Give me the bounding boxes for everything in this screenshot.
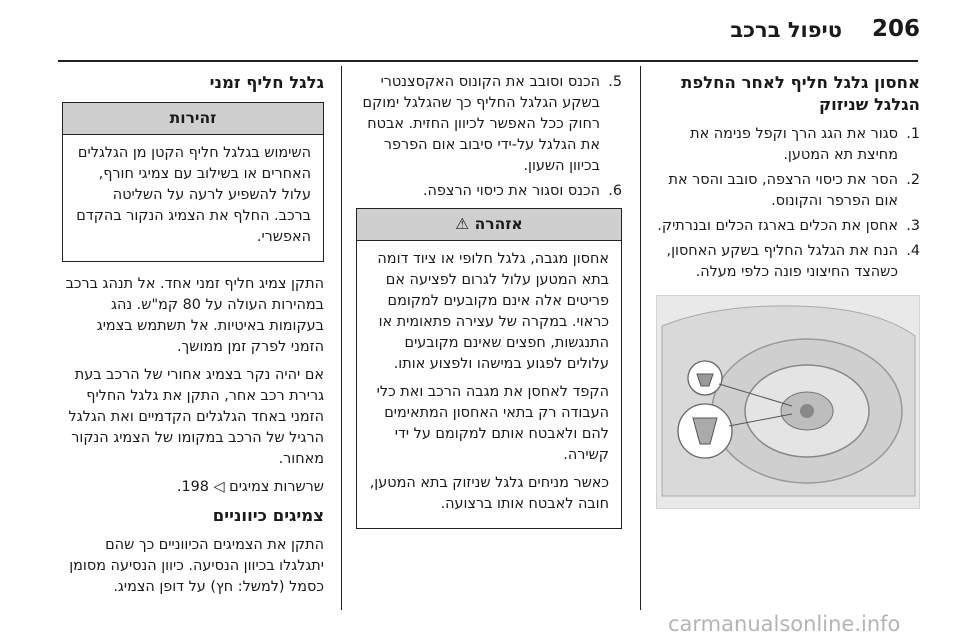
column-divider-right (640, 66, 641, 610)
warning-header (357, 209, 621, 241)
left-column (62, 72, 324, 605)
warning-triangle-icon: ⚠ (455, 215, 470, 233)
step-number: 1. (906, 126, 920, 142)
step-number: 5. (608, 74, 622, 90)
warning-title: אזהרה (474, 215, 523, 233)
step-item (656, 170, 920, 212)
column-divider-left (341, 66, 342, 610)
step-item (656, 216, 920, 237)
cross-reference: שרשרות צמיגים ◁ 198. (176, 479, 324, 495)
step-item (656, 241, 920, 283)
page-number: 206 (871, 16, 920, 42)
caution-body (63, 135, 323, 261)
step-text: אחסן את הכלים בארגז הכלים ובנרתיק. (657, 218, 898, 234)
body-paragraph: התקן צמיג חליף זמני אחד. אל תנהג ברכב במהירות העולה על 80 קמ"ש. נהג בעקומות באיטיות. אל תשתמש בצמיג הזמני לפרק זמן ממושך. (65, 276, 324, 355)
step-text: הכנס וסגור את כיסוי הרצפה. (422, 183, 600, 199)
warning-paragraph: אחסון מגבה, גלגל חלופי או ציוד דומה בתא המטען עלול לגרום לפציעה אם פריטים אלה אינם מקובעים למקומם כראוי. במקרה של עצירה פתאומית או התנגשות, חפצים שאינם מקובעים עלולים לפגוע במישהו ולפצוע אותו. (377, 251, 609, 372)
watermark: carmanualsonline.info (668, 612, 901, 636)
section-title-directional-tyres: צמיגים כיווניים (212, 506, 324, 525)
warning-paragraph: כאשר מניחים גלגל שניזוק בתא המטען, חובה לאבטח אותו ברצועה. (369, 475, 609, 512)
step-number: 4. (906, 243, 920, 259)
step-item (656, 124, 920, 166)
warning-paragraph: הקפד לאחסן את מגבה הרכב ואת כלי העבודה רק בתאי האחסון המתאימים להם ולאבטח אותם למקומם על ידי קשירה. (376, 384, 609, 463)
step-number: 6. (608, 183, 622, 199)
right-column (656, 72, 920, 509)
steps-list-right (656, 124, 920, 283)
step-item (356, 181, 622, 202)
step-number: 2. (906, 172, 920, 188)
page-header (0, 14, 960, 54)
caution-text: השימוש בגלגל חליף הקטן מן הגלגלים האחרים או בשילוב עם צמיגי חורף, עלול להשפיע לרעה על השליטה ברכב. החלף את הצמיג הנקור בהקדם האפשרי. (76, 145, 311, 245)
spare-wheel-trunk-illustration (656, 295, 920, 509)
middle-column (356, 72, 622, 541)
section-title-temporary-spare: גלגל חליף זמני (209, 73, 324, 92)
header-divider (58, 60, 918, 62)
step-text: הכנס וסובב את הקונוס האקסצנטרי בשקע הגלגל החליף כך שהגלגל ימוקם רחוק ככל האפשר לכיוון החזית. אבטח את הגלגל על-ידי סיבוב אום הפרפר בכיוון השעון. (362, 74, 600, 174)
body-paragraph: התקן את הצמיגים הכיווניים כך שהם יתגלגלו בכיוון הנסיעה. כיוון הנסיעה מסומן כסמל (למשל: חץ) על דופן הצמיג. (69, 537, 324, 595)
step-text: הסר את כיסוי הרצפה, סובב והסר את אום הפרפר והקונוס. (668, 172, 898, 209)
body-paragraph: אם יהיה נקר בצמיג אחורי של הרכב בעת גרירת רכב אחר, התקן את גלגל החליף הזמני באחד הגלגלים הקדמיים ואת הגלגל הרגיל של הרכב במקומו של הצמיג הנקור מאחור. (68, 367, 324, 467)
step-item (356, 72, 622, 177)
caution-box (62, 102, 324, 262)
step-number: 3. (906, 218, 920, 234)
steps-list-middle (356, 72, 622, 202)
step-text: סגור את הגג הרך וקפל פנימה את מחיצת תא המטען. (690, 126, 898, 163)
warning-box (356, 208, 622, 529)
step-text: הנח את הגלגל החליף בשקע האחסון, כשהצד החיצוני פונה כלפי מעלה. (666, 243, 898, 280)
warning-body (357, 241, 621, 528)
chapter-title: טיפול ברכב (730, 18, 842, 42)
caution-title: זהירות (63, 103, 323, 135)
section-title-store-spare: אחסון גלגל חליף לאחר החלפת הגלגל שניזוק (681, 73, 920, 114)
